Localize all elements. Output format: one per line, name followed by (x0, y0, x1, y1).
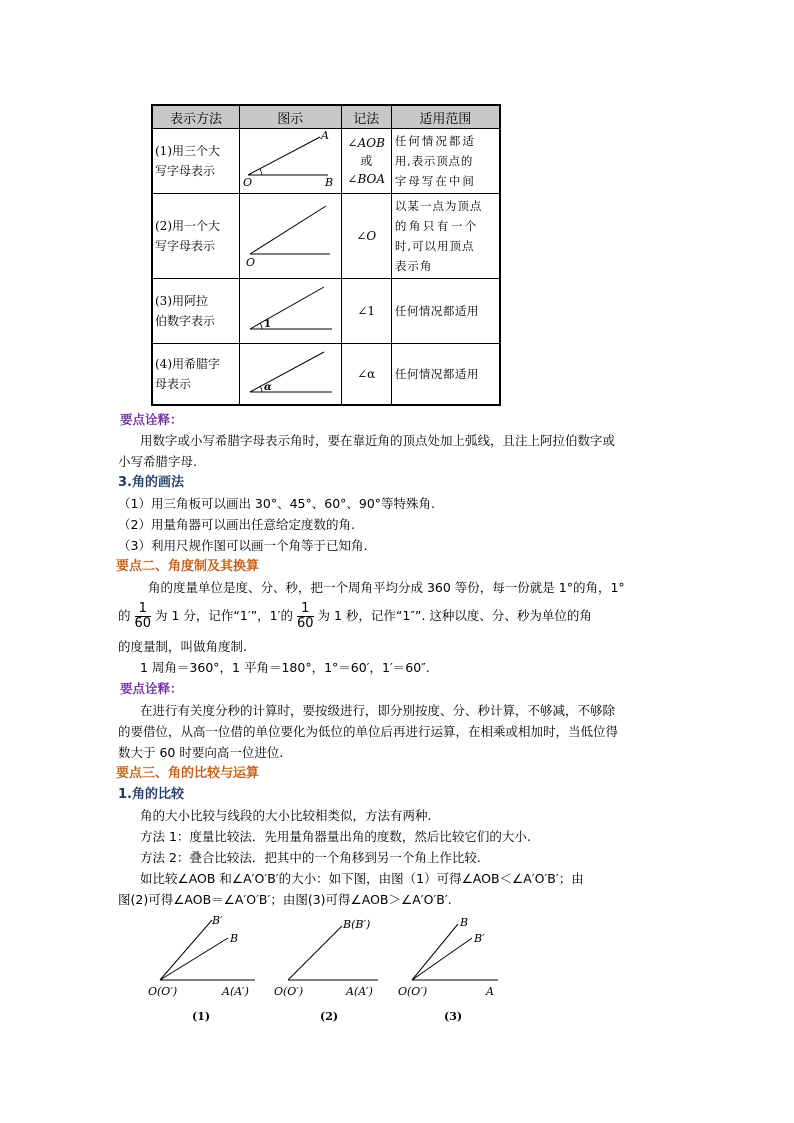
text-segment: 为 1 秒，记作“1″”. 这种以度、分、秒为单位的角 (317, 608, 592, 623)
angle-figure-1 (240, 129, 340, 189)
notation-line: ∠BOA (347, 172, 386, 186)
header-scope: 适用范围 (391, 105, 500, 129)
label-mark: 1 (264, 319, 271, 330)
table-row (152, 279, 500, 344)
scope-cell (391, 344, 500, 406)
label-b: B (460, 916, 469, 929)
section3-heading: 要点三、角的比较与运算 (116, 766, 260, 781)
label-o: O (246, 256, 256, 269)
notation-line: ∠O (356, 229, 377, 243)
method-cell (152, 279, 240, 344)
section3-subheading: 1.角的比较 (118, 787, 184, 802)
comparison-figure-2 (274, 918, 378, 1023)
note1-line: 小写希腊字母. (118, 454, 197, 469)
note2-heading: 要点诠释： (120, 681, 183, 696)
note2-line: 在进行有关度分秒的计算时，要按级进行，即分别按度、分、秒计算，不够减，不够除 (140, 703, 616, 718)
notation-cell (341, 279, 391, 344)
table-row (152, 194, 500, 279)
fraction (135, 602, 152, 631)
method-line: (4)用希腊字 (155, 357, 220, 371)
angle-figure-2 (240, 194, 340, 274)
label-a: A (486, 985, 494, 998)
section3-line: 角的大小比较与线段的大小比较相类似，方法有两种. (140, 808, 432, 823)
notation-cell (341, 344, 391, 406)
table-row (152, 344, 500, 406)
method-cell (152, 194, 240, 279)
scope-line: 任何情况都适 (394, 134, 476, 148)
method-cell (152, 344, 240, 406)
label-b-prime: B′ (212, 914, 223, 927)
header-method: 表示方法 (152, 105, 240, 129)
label-b-prime: B′ (474, 932, 485, 945)
scope-line: 用,表示顶点的 (394, 154, 474, 168)
scope-line: 的角只有一个 (394, 219, 479, 233)
label-o: O(O′) (274, 985, 304, 998)
section2-para: 角的度量单位是度、分、秒，把一个周角平均分成 360 等份，每一份就是 1°的角，1° (148, 580, 625, 595)
label-a: A(A′) (346, 985, 373, 998)
figure-cell (240, 344, 342, 406)
angle-figure-3 (240, 279, 340, 339)
note2-line: 数大于 60 时要向高一位进位. (118, 745, 284, 760)
figure-cell (240, 129, 342, 194)
method-cell (152, 129, 240, 194)
table-row (152, 129, 500, 194)
section2-para: 的度量制，叫做角度制. (118, 639, 247, 654)
method-line: 伯数字表示 (155, 314, 216, 328)
method-line: 写字母表示 (155, 164, 216, 178)
figure-cell (240, 194, 342, 279)
angle-figure-4 (240, 344, 340, 400)
text-segment: 为 1 分，记作“1′”，1′的 (155, 608, 293, 623)
header-figure: 图示 (240, 105, 342, 129)
text-segment: 的 (118, 608, 131, 623)
section3-line: 方法 1：度量比较法．先用量角器量出角的度数，然后比较它们的大小. (140, 829, 531, 844)
section3-line: 如比较∠AOB 和∠A′O′B′的大小：如下图，由图（1）可得∠AOB＜∠A′O′B′；由 (140, 871, 584, 886)
notation-line: ∠α (357, 367, 376, 381)
label-o: O(O′) (398, 985, 428, 998)
label-a: A(A′) (222, 985, 249, 998)
scope-line: 时,可以用顶点 (394, 239, 475, 253)
note2-line: 的要借位，从高一位借的单位要化为低位的单位后再进行运算，在相乘或相加时，当低位得 (118, 724, 619, 739)
method-line: 写字母表示 (155, 239, 216, 253)
section3-line: 图(2)可得∠AOB＝∠A′O′B′；由图(3)可得∠AOB＞∠A′O′B′. (118, 892, 452, 907)
scope-line: 任何情况都适用 (394, 367, 479, 381)
figure-cell (240, 279, 342, 344)
notation-cell (341, 194, 391, 279)
figure-caption: (1) (192, 1010, 211, 1023)
notation-line: 或 (360, 154, 373, 168)
fraction-numerator: 1 (135, 602, 152, 617)
angle-representation-table (151, 104, 501, 406)
fraction-denominator: 60 (134, 616, 152, 631)
drawing-item: （3）利用尺规作图可以画一个角等于已知角. (118, 538, 368, 553)
note1-line: 用数字或小写希腊字母表示角时，要在靠近角的顶点处加上弧线，且注上阿拉伯数字或 (140, 433, 616, 448)
fraction-denominator: 60 (296, 616, 314, 631)
scope-cell (391, 194, 500, 279)
comparison-figures (140, 910, 530, 1030)
drawing-heading: 3.角的画法 (118, 475, 184, 490)
scope-line: 字母写在中间 (394, 174, 476, 188)
scope-line: 表示角 (394, 259, 433, 273)
drawing-item: （2）用量角器可以画出任意给定度数的角. (118, 517, 355, 532)
label-b: B (325, 176, 334, 189)
section2-para: 1 周角＝360°，1 平角＝180°，1°＝60′，1′＝60″. (140, 660, 430, 675)
notation-line: ∠1 (357, 304, 376, 318)
fraction-numerator: 1 (297, 602, 314, 617)
label-b: B (230, 932, 239, 945)
notation-cell (341, 129, 391, 194)
scope-line: 以某一点为顶点 (394, 199, 483, 213)
fraction (297, 602, 314, 631)
label-b: B(B′) (343, 918, 371, 931)
figure-caption: (2) (320, 1010, 339, 1023)
note1-heading: 要点诠释： (120, 412, 183, 427)
label-mark: α (264, 382, 272, 393)
scope-line: 任何情况都适用 (394, 304, 479, 318)
comparison-figure-3 (398, 916, 498, 1023)
label-o: O (243, 176, 253, 189)
scope-cell (391, 279, 500, 344)
method-line: 母表示 (155, 377, 192, 391)
method-line: (3)用阿拉 (155, 294, 208, 308)
figure-caption: (3) (444, 1010, 463, 1023)
section2-fraction-line (118, 598, 592, 634)
section2-heading: 要点二、角度制及其换算 (116, 559, 260, 574)
comparison-figure-1 (148, 914, 255, 1023)
table-header-row (152, 105, 500, 129)
notation-line: ∠AOB (347, 136, 385, 150)
label-a: A (321, 129, 329, 142)
method-line: (1)用三个大 (155, 144, 220, 158)
section3-line: 方法 2：叠合比较法．把其中的一个角移到另一个角上作比较. (140, 850, 481, 865)
scope-cell (391, 129, 500, 194)
header-notation: 记法 (341, 105, 391, 129)
drawing-item: （1）用三角板可以画出 30°、45°、60°、90°等特殊角. (118, 496, 436, 511)
label-o: O(O′) (148, 985, 178, 998)
method-line: (2)用一个大 (155, 219, 220, 233)
